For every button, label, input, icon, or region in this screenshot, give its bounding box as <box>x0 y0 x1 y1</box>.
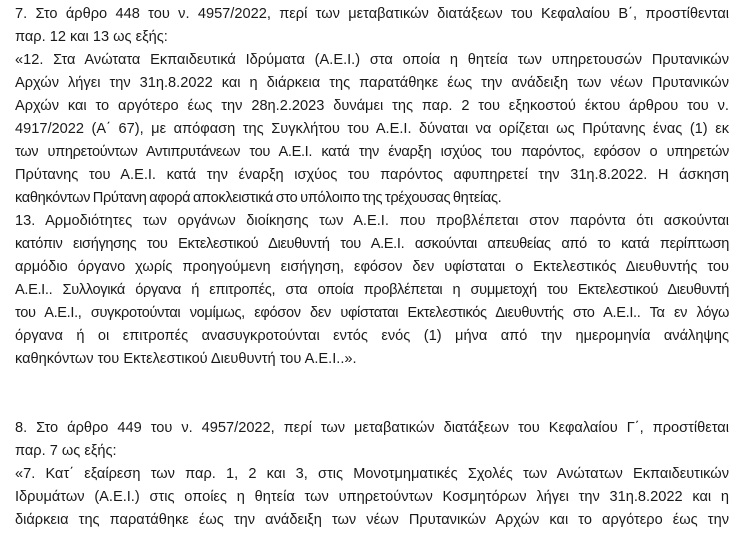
text-line: των υπηρετούντων Αντιπρυτάνεων του Α.Ε.Ι. κατά την έναρξη ισχύος του παρόντος, εφόσον ο υπηρετών <box>15 144 729 160</box>
text-line: διάρκεια της παρατάθηκε έως την ανάδειξη των νέων Πρυτανικών Αρχών και το αργότερο έως την <box>15 512 729 528</box>
text-line: του Α.Ε.Ι., συγκροτούνται νομίμως, εφόσον δεν υφίσταται Εκτελεστικός Διευθυντής στο Α.Ε.Ι.. Τα εν λόγω <box>15 305 729 321</box>
paragraph-item-8 <box>15 417 729 532</box>
text-line: «7. Κατ΄ εξαίρεση των παρ. 1, 2 και 3, στις Μονοτμηματικές Σχολές των Ανώτατων Εκπαιδευτικών <box>15 466 729 482</box>
text-line: 8. Στο άρθρο 449 του ν. 4957/2022, περί των μεταβατικών διατάξεων του Κεφαλαίου Γ΄, προστίθεται <box>15 420 729 436</box>
text-line: Αρχών λήγει την 31η.8.2022 και η διάρκεια της παρατάθηκε έως την ανάδειξη των νέων Πρυτανικών <box>15 75 729 91</box>
text-line: Πρύτανης του Α.Ε.Ι. κατά την έναρξη ισχύος του παρόντος αφυπηρετεί την 31η.8.2022. Η άσκηση <box>15 167 729 183</box>
text-line: καθηκόντων του Εκτελεστικού Διευθυντή του Α.Ε.Ι..». <box>15 351 357 367</box>
text-line: 7. Στο άρθρο 448 του ν. 4957/2022, περί των μεταβατικών διατάξεων του Κεφαλαίου Β΄, προστίθενται <box>15 6 729 22</box>
text-line: κατόπιν εισήγησης του Εκτελεστικού Διευθυντή του Α.Ε.Ι. ασκούνται απευθείας από το κατά περίπτωση <box>15 236 729 252</box>
text-line: Αρχών και το αργότερο έως την 28η.2.2023 δυνάμει της παρ. 2 του εξηκοστού έκτου άρθρου του ν. <box>15 98 729 114</box>
paragraph-item-7 <box>15 3 729 371</box>
text-line: όργανα ή οι επιτροπές ανασυγκροτούνται εντός ενός (1) μήνα από την ημερομηνία ανάληψης <box>15 328 729 344</box>
paragraph-spacer <box>15 394 729 417</box>
text-line: παρ. 12 και 13 ως εξής: <box>15 29 168 45</box>
text-line: Α.Ε.Ι.. Συλλογικά όργανα ή επιτροπές, στα οποία προβλέπεται η συμμετοχή του Εκτελεστικού Διευθυντή <box>15 282 729 298</box>
text-line: 4917/2022 (Α΄ 67), με απόφαση της Συγκλήτου του Α.Ε.Ι. δύναται να ορίζεται ως Πρύτανης ένας (1) εκ <box>15 121 729 137</box>
paragraph-spacer <box>15 371 729 394</box>
text-line: αρμόδιο όργανο χωρίς προηγούμενη εισήγηση, εφόσον δεν υφίσταται ο Εκτελεστικός Διευθυντής του <box>15 259 729 275</box>
text-line: Ιδρυμάτων (Α.Ε.Ι.) στις οποίες η θητεία των υπηρετούντων Κοσμητόρων λήγει την 31η.8.2022 και η <box>15 489 729 505</box>
text-line: «12. Στα Ανώτατα Εκπαιδευτικά Ιδρύματα (Α.Ε.Ι.) στα οποία η θητεία των υπηρετουσών Πρυτανικών <box>15 52 729 68</box>
text-line: 13. Αρμοδιότητες των οργάνων διοίκησης των Α.Ε.Ι. που προβλέπεται στον παρόντα ότι ασκούνται <box>15 213 729 229</box>
text-line: παρ. 7 ως εξής: <box>15 443 117 459</box>
document-page <box>15 3 729 532</box>
text-line: καθηκόντων Πρύτανη αφορά αποκλειστικά στο υπόλοιπο της τρέχουσας θητείας. <box>15 190 502 206</box>
